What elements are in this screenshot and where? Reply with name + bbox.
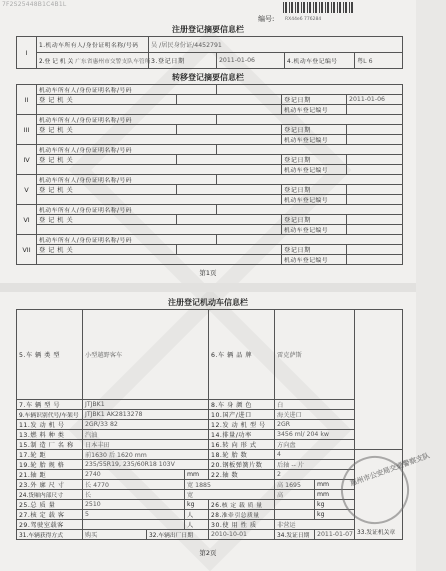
- fuel-label: 13.燃 料 种 类: [17, 430, 83, 440]
- transfer-owner-value: [217, 115, 403, 125]
- transfer-owner-value: [217, 145, 403, 155]
- transfer-date-label: 登记日期: [282, 245, 347, 255]
- transfer-authority-label: 登 记 机 关: [37, 155, 177, 165]
- owner-label: 1.机动车所有人/身份证明名称/号码: [37, 37, 149, 53]
- authority-value: 广东省惠州市交警支队车管所: [75, 59, 151, 65]
- wheelbase-label: 21.轴 距: [17, 470, 83, 480]
- vehicle-info-table: [16, 309, 431, 540]
- cargo-height: 高: [275, 490, 315, 500]
- transfer-reg-no-label: 机动车登记编号: [282, 165, 347, 175]
- section-title-vehicle: 注册登记机动车信息栏: [168, 298, 248, 307]
- spring-label: 20.钢板弹簧片数: [209, 460, 275, 470]
- color-label: 8.车 身 颜 色: [209, 400, 275, 410]
- transfer-roman: VI: [17, 205, 37, 235]
- brand-value: 雷克萨斯: [275, 310, 355, 400]
- transfer-date-value: [347, 185, 403, 195]
- transfer-reg-no-value: [347, 105, 403, 115]
- transfer-table: [16, 84, 403, 265]
- gross-mass-label: 25.总 质 量: [17, 500, 83, 510]
- reg-no-value: 粤L 6: [355, 53, 403, 69]
- towing-label: 28.准牵引总质量: [209, 510, 275, 520]
- transfer-date-label: 登记日期: [282, 185, 347, 195]
- transfer-blank: [37, 165, 282, 175]
- transfer-date-label: 登记日期: [282, 215, 347, 225]
- issue-date-label: 34.发证日期: [275, 530, 315, 540]
- transfer-authority-label: 登 记 机 关: [37, 215, 177, 225]
- transfer-owner-value: [217, 175, 403, 185]
- model-label: 7.车 辆 型 号: [17, 400, 83, 410]
- transfer-owner-label: 机动车所有人/身份证明名称/号码: [37, 85, 217, 95]
- barcode: [283, 2, 353, 13]
- cab-passengers-value: [83, 520, 185, 530]
- cargo-unit: mm: [315, 490, 355, 500]
- origin-label: 10.国产/进口: [209, 410, 275, 420]
- factory-date-value: 2010-10-01: [209, 530, 275, 540]
- authority-label-cell: [37, 53, 149, 69]
- acquisition-value: 购买: [83, 530, 147, 540]
- engine-model-label: 12.发 动 机 型 号: [209, 420, 275, 430]
- serial-number: 7F2S25448B1C4B1L: [2, 1, 67, 8]
- transfer-blank: [37, 195, 282, 205]
- vin-label: 9.车辆识别代号/车架号: [17, 410, 83, 420]
- transfer-reg-no-value: [347, 135, 403, 145]
- transfer-date-value: [347, 155, 403, 165]
- transfer-authority-value: [177, 215, 282, 225]
- cab-passengers-label: 29.驾驶室载客: [17, 520, 83, 530]
- barcode-text: RX44e6 776284: [285, 17, 322, 22]
- steering-value: 方向盘: [275, 440, 355, 450]
- transfer-authority-label: 登 记 机 关: [37, 245, 177, 255]
- passengers-unit: 人: [185, 510, 209, 520]
- transfer-owner-value: [217, 85, 403, 95]
- transfer-owner-label: 机动车所有人/身份证明名称/号码: [37, 115, 217, 125]
- seal-text: 惠州市公安局交通警察支队: [349, 451, 431, 488]
- page-number-2: 第2页: [199, 549, 217, 557]
- transfer-date-label: 登记日期: [282, 125, 347, 135]
- transfer-authority-label: 登 记 机 关: [37, 185, 177, 195]
- transfer-date-value: 2011-01-06: [347, 95, 403, 105]
- bianhao-label: 编号:: [258, 15, 275, 23]
- tire-spec-value: 235/55R19, 235/60R18 103V: [83, 460, 209, 470]
- transfer-reg-no-label: 机动车登记编号: [282, 105, 347, 115]
- transfer-owner-value: [217, 205, 403, 215]
- displacement-label: 14.排量/功率: [209, 430, 275, 440]
- reg-no-label: 4.机动车登记编号: [285, 53, 355, 69]
- issue-date-value: 2011-01-07: [315, 530, 355, 540]
- engine-no-value: 2GR/33 82: [83, 420, 209, 430]
- engine-no-label: 11.发 动 机 号: [17, 420, 83, 430]
- manufacturer-label: 15.制 造 厂 名 称: [17, 440, 83, 450]
- transfer-reg-no-label: 机动车登记编号: [282, 135, 347, 145]
- towing-unit: kg: [315, 510, 355, 520]
- page-number-1: 第1页: [199, 269, 217, 277]
- transfer-authority-value: [177, 95, 282, 105]
- transfer-date-value: [347, 215, 403, 225]
- usage-value: 非营运: [275, 520, 355, 530]
- transfer-roman: V: [17, 175, 37, 205]
- payload-unit: kg: [315, 500, 355, 510]
- steering-label: 16.转 向 形 式: [209, 440, 275, 450]
- transfer-date-value: [347, 245, 403, 255]
- transfer-reg-no-label: 机动车登记编号: [282, 255, 347, 265]
- transfer-reg-no-value: [347, 195, 403, 205]
- roman-i: I: [17, 37, 37, 69]
- transfer-authority-value: [177, 155, 282, 165]
- dim-unit: mm: [315, 480, 355, 490]
- payload-label: 26.核 定 载 质 量: [209, 500, 275, 510]
- section-title-registration: 注册登记摘要信息栏: [172, 25, 244, 34]
- transfer-reg-no-label: 机动车登记编号: [282, 195, 347, 205]
- passengers-label: 27.核 定 载 客: [17, 510, 83, 520]
- wheelbase-value: 2740: [83, 470, 185, 480]
- authority-label: 2.登 记 机 关: [39, 59, 74, 65]
- transfer-reg-no-value: [347, 225, 403, 235]
- dimensions-label: 23.外 廓 尺 寸: [17, 480, 83, 490]
- displacement-value: 3456 ml/ 204 kw: [275, 430, 355, 440]
- transfer-blank: [37, 225, 282, 235]
- transfer-owner-label: 机动车所有人/身份证明名称/号码: [37, 235, 217, 245]
- dim-width: 宽 1885: [185, 480, 275, 490]
- transfer-roman: VII: [17, 235, 37, 265]
- transfer-owner-label: 机动车所有人/身份证明名称/号码: [37, 205, 217, 215]
- tire-count-value: 4: [275, 450, 355, 460]
- transfer-roman: IV: [17, 145, 37, 175]
- towing-value: [275, 510, 315, 520]
- dim-length: 长 4770: [83, 480, 185, 490]
- registration-summary-table: [16, 36, 403, 69]
- transfer-reg-no-value: [347, 255, 403, 265]
- transfer-reg-no-value: [347, 165, 403, 175]
- stamp-area: [349, 450, 431, 540]
- gross-mass-unit: kg: [185, 500, 209, 510]
- cargo-dim-label: 24.货厢内部尺寸: [17, 490, 83, 500]
- section-title-transfer: 转移登记摘要信息栏: [172, 73, 244, 82]
- usage-label: 30.使 用 性 质: [209, 520, 275, 530]
- wheelbase-unit: mm: [185, 470, 209, 480]
- vehicle-type-value: 小型越野客车: [83, 310, 209, 400]
- axle-label: 22.轴 数: [209, 470, 275, 480]
- track-label: 17.轮 距: [17, 450, 83, 460]
- transfer-reg-no-label: 机动车登记编号: [282, 225, 347, 235]
- transfer-authority-value: [177, 125, 282, 135]
- cargo-width: 宽: [185, 490, 275, 500]
- brand-label: 6.车 辆 品 牌: [209, 310, 275, 400]
- gross-mass-value: 2510: [83, 500, 185, 510]
- payload-value: [275, 500, 315, 510]
- manufacturer-value: 日本丰田: [83, 440, 209, 450]
- reg-date-label: 3.登记日期: [149, 53, 217, 69]
- page-separator: [0, 283, 416, 292]
- transfer-blank: [37, 255, 282, 265]
- transfer-roman: II: [17, 85, 37, 115]
- vin-value: JTJBK1 AK2813278: [83, 410, 209, 420]
- tire-spec-label: 19.轮 胎 规 格: [17, 460, 83, 470]
- engine-model-value: 2GR: [275, 420, 355, 430]
- transfer-authority-value: [177, 185, 282, 195]
- cargo-length: 长: [83, 490, 185, 500]
- owner-value: 吴 /居民身份证/4452791: [149, 37, 403, 53]
- passengers-value: 5: [83, 510, 185, 520]
- axle-value: 2: [275, 470, 355, 480]
- color-value: 白: [275, 400, 355, 410]
- origin-value: 海关进口: [275, 410, 355, 420]
- factory-date-label: 32.车辆出厂日期: [147, 530, 209, 540]
- spring-value: 后轴 -- 片: [275, 460, 355, 470]
- transfer-owner-value: [217, 235, 403, 245]
- acquisition-label: 31.车辆获得方式: [17, 530, 83, 540]
- vehicle-type-label: 5.车 辆 类 型: [17, 310, 83, 400]
- fuel-value: 汽油: [83, 430, 209, 440]
- transfer-authority-value: [177, 245, 282, 255]
- transfer-roman: III: [17, 115, 37, 145]
- photo-box: [355, 310, 403, 450]
- tire-count-label: 18.轮 胎 数: [209, 450, 275, 460]
- transfer-blank: [37, 135, 282, 145]
- transfer-owner-label: 机动车所有人/身份证明名称/号码: [37, 175, 217, 185]
- transfer-authority-label: 登 记 机 关: [37, 125, 177, 135]
- track-value: 前1630 后 1620 mm: [83, 450, 209, 460]
- cab-passengers-unit: 人: [185, 520, 209, 530]
- transfer-owner-label: 机动车所有人/身份证明名称/号码: [37, 145, 217, 155]
- transfer-date-label: 登记日期: [282, 95, 347, 105]
- transfer-date-label: 登记日期: [282, 155, 347, 165]
- dim-height: 高 1695: [275, 480, 315, 490]
- transfer-authority-label: 登 记 机 关: [37, 95, 177, 105]
- reg-date-value: 2011-01-06: [217, 53, 285, 69]
- model-value: JTJBK1: [83, 400, 209, 410]
- transfer-date-value: [347, 125, 403, 135]
- issuer-label: 33.发证机关章: [357, 530, 396, 536]
- transfer-blank: [37, 105, 282, 115]
